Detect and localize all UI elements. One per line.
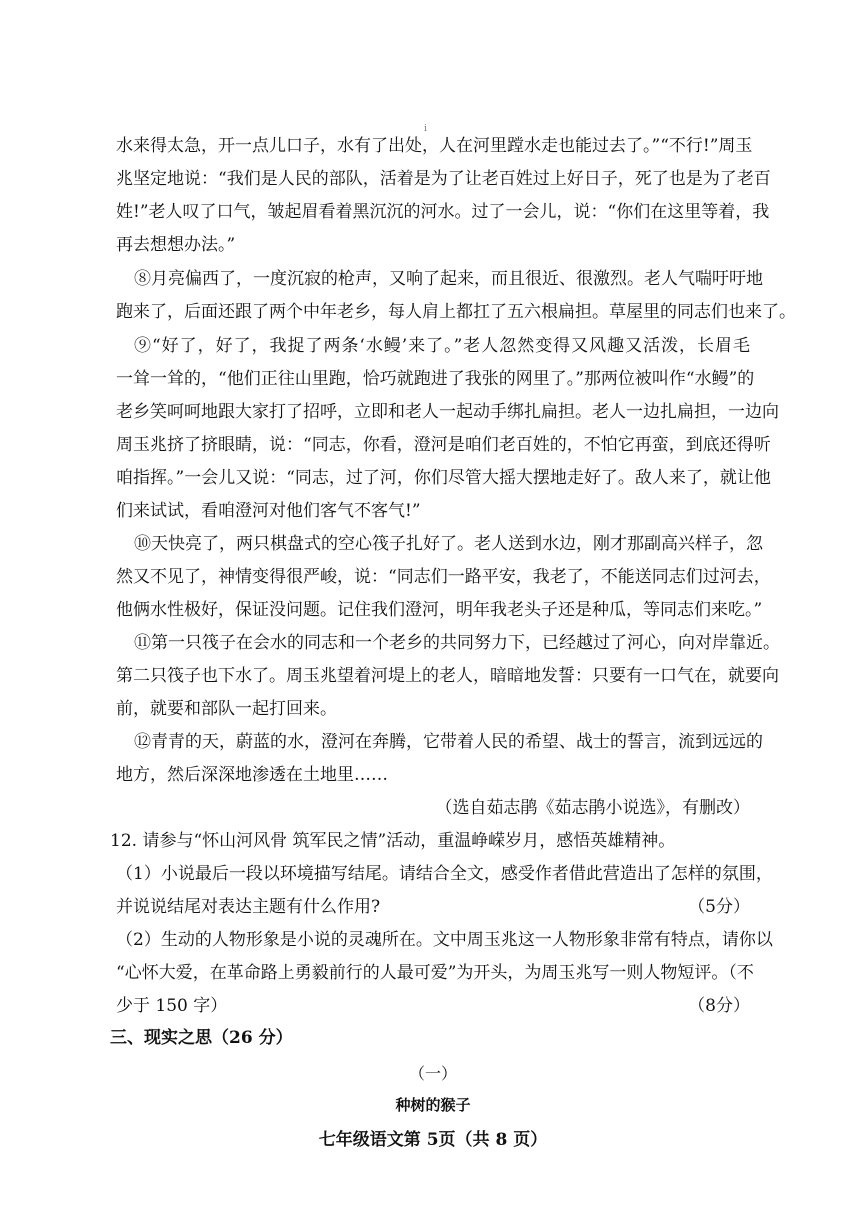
section-heading: 三、现实之思（26 分） <box>110 1028 293 1048</box>
paragraph-8-start: ⑧月亮偏西了，一度沉寂的枪声，又响了起来，而且很近、很激烈。老人气喘吁吁地 <box>134 269 763 289</box>
question-part-2-line <box>116 994 750 1018</box>
score-label: （8分） <box>688 996 750 1016</box>
passage-line: 然又不见了，神情变得很严峻，说：“同志们一路平安，我老了，不能送同志们过河去， <box>116 567 771 587</box>
question-part-2: （2）生动的人物形象是小说的灵魂所在。文中周玉兆这一人物形象非常有特点，请你以 <box>116 930 773 950</box>
paragraph-9-start: ⑨“好了，好了，我捉了两条‘水鳗’来了。”老人忽然变得又风趣又活泼，长眉毛 <box>134 336 750 356</box>
question-part-1-line <box>116 895 750 919</box>
passage-line: 们来试试，看咱澄河对他们客气不客气!” <box>116 501 421 521</box>
passage-line: 一耸一耸的，“他们正往山里跑，恰巧就跑进了我张的网里了。”那两位被叫作“水鳗”的 <box>116 369 755 389</box>
passage-line: 跑来了，后面还跟了两个中年老乡，每人肩上都扛了五六根扁担。草屋里的同志们也来了。 <box>116 302 796 322</box>
question-stem: 12. 请参与“怀山河风骨 筑军民之情”活动，重温峥嵘岁月，感悟英雄精神。 <box>110 831 676 851</box>
passage-line: 兆坚定地说：“我们是人民的部队，活着是为了让老百姓过上好日子，死了也是为了老百 <box>116 169 771 189</box>
paragraph-11-start: ⑪第一只筏子在会水的同志和一个老乡的共同努力下，已经越过了河心，向对岸靠近。 <box>134 633 780 653</box>
question-part-1: （1）小说最后一段以环境描写结尾。请结合全文，感受作者借此营造出了怎样的氛围， <box>116 864 773 884</box>
question-text: 少于 150 字） <box>116 996 228 1016</box>
passage-line: 第二只筏子也下水了。周玉兆望着河堤上的老人，暗暗地发誓：只要有一口气在，就要向 <box>116 666 779 686</box>
page-footer: 七年级语文第 5页（共 8 页） <box>318 1130 548 1150</box>
passage-line: 前，就要和部队一起打回来。 <box>116 699 337 719</box>
passage-line: 再去想想办法。” <box>116 235 236 255</box>
paragraph-12-start: ⑫青青的天，蔚蓝的水，澄河在奔腾，它带着人民的希望、战士的誓言，流到远远的 <box>134 732 763 752</box>
question-text: 并说说结尾对表达主题有什么作用? <box>116 897 381 917</box>
passage-line: 姓!”老人叹了口气，皱起眉看着黑沉沉的河水。过了一会儿，说：“你们在这里等着，我 <box>116 202 770 222</box>
scan-mark: i <box>424 124 427 134</box>
passage-line: 他俩水性极好，保证没问题。记住我们澄河，明年我老头子还是种瓜，等同志们来吃。” <box>116 600 763 620</box>
passage-line: 咱指挥。”一会儿又说：“同志，过了河，你们尽管大摇大摆地走好了。敌人来了，就让他 <box>116 468 771 488</box>
passage-line: 水来得太急，开一点儿口子，水有了出处，人在河里蹚水走也能过去了。”“不行!”周玉 <box>116 136 753 156</box>
paragraph-10-start: ⑩天快亮了，两只棋盘式的空心筏子扎好了。老人送到水边，刚才那副高兴样子，忽 <box>134 534 763 554</box>
question-part-2-line: “心怀大爱，在革命路上勇毅前行的人最可爱”为开头，为周玉兆写一则人物短评。（不 <box>116 963 754 983</box>
score-label: （5分） <box>688 897 750 917</box>
article-title: 种树的猴子 <box>395 1096 471 1114</box>
passage-source: （选自茹志鹃《茹志鹃小说选》，有删改） <box>435 798 750 818</box>
passage-line: 周玉兆挤了挤眼睛，说：“同志，你看，澄河是咱们老百姓的，不怕它再蛮，到底还得听 <box>116 435 771 455</box>
passage-line: 老乡笑呵呵地跟大家打了招呼，立即和老人一起动手绑扎扁担。老人一边扎扁担，一边向 <box>116 402 779 422</box>
subsection-number: （一） <box>408 1064 457 1083</box>
passage-line: 地方，然后深深地渗透在土地里…… <box>116 765 388 785</box>
